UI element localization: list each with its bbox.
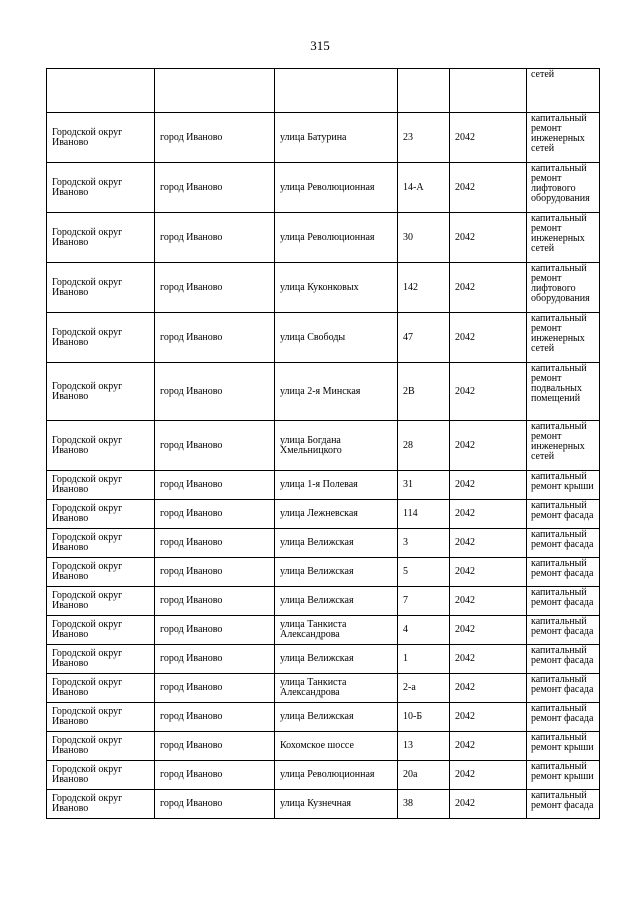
table-row <box>47 500 600 529</box>
cell-year: 2042 <box>450 263 527 313</box>
cell-house: 23 <box>398 113 450 163</box>
cell-house: 10-Б <box>398 703 450 732</box>
cell-house: 28 <box>398 421 450 471</box>
cell-district <box>47 69 155 113</box>
cell-settlement: город Иваново <box>155 529 275 558</box>
cell-district: Городской округ Иваново <box>47 732 155 761</box>
cell-settlement: город Иваново <box>155 645 275 674</box>
cell-year: 2042 <box>450 674 527 703</box>
cell-year: 2042 <box>450 500 527 529</box>
cell-street: улица Танкиста Александрова <box>275 616 398 645</box>
cell-house: 47 <box>398 313 450 363</box>
cell-district: Городской округ Иваново <box>47 313 155 363</box>
cell-year: 2042 <box>450 761 527 790</box>
cell-house: 13 <box>398 732 450 761</box>
cell-street: улица Танкиста Александрова <box>275 674 398 703</box>
cell-year: 2042 <box>450 645 527 674</box>
cell-house <box>398 69 450 113</box>
cell-work: капитальный ремонт фасада <box>527 558 600 587</box>
cell-street: улица Богдана Хмельницкого <box>275 421 398 471</box>
cell-street: улица Велижская <box>275 587 398 616</box>
table-row <box>47 732 600 761</box>
cell-street: улица 1-я Полевая <box>275 471 398 500</box>
cell-district: Городской округ Иваново <box>47 790 155 819</box>
cell-house: 7 <box>398 587 450 616</box>
cell-house: 20а <box>398 761 450 790</box>
table-row <box>47 558 600 587</box>
cell-work: капитальный ремонт лифтового оборудования <box>527 263 600 313</box>
table-row <box>47 421 600 471</box>
cell-settlement: город Иваново <box>155 163 275 213</box>
cell-house: 5 <box>398 558 450 587</box>
cell-work: капитальный ремонт фасада <box>527 587 600 616</box>
cell-work: капитальный ремонт инженерных сетей <box>527 213 600 263</box>
cell-year: 2042 <box>450 421 527 471</box>
cell-year: 2042 <box>450 163 527 213</box>
cell-year: 2042 <box>450 703 527 732</box>
cell-street: улица Кузнечная <box>275 790 398 819</box>
table-row-continuation <box>47 69 600 113</box>
table-row <box>47 213 600 263</box>
cell-work: сетей <box>527 69 600 113</box>
cell-work: капитальный ремонт инженерных сетей <box>527 113 600 163</box>
cell-year: 2042 <box>450 790 527 819</box>
cell-settlement: город Иваново <box>155 587 275 616</box>
cell-street: улица Революционная <box>275 213 398 263</box>
cell-year: 2042 <box>450 616 527 645</box>
cell-street: улица Батурина <box>275 113 398 163</box>
table-row <box>47 645 600 674</box>
cell-house: 31 <box>398 471 450 500</box>
cell-work: капитальный ремонт фасада <box>527 790 600 819</box>
cell-settlement: город Иваново <box>155 213 275 263</box>
cell-street: улица Лежневская <box>275 500 398 529</box>
cell-settlement: город Иваново <box>155 558 275 587</box>
cell-settlement: город Иваново <box>155 732 275 761</box>
cell-district: Городской округ Иваново <box>47 761 155 790</box>
cell-district: Городской округ Иваново <box>47 500 155 529</box>
cell-work: капитальный ремонт фасада <box>527 645 600 674</box>
cell-house: 114 <box>398 500 450 529</box>
cell-district: Городской округ Иваново <box>47 558 155 587</box>
cell-year: 2042 <box>450 587 527 616</box>
cell-street: Кохомское шоссе <box>275 732 398 761</box>
cell-street: улица Велижская <box>275 558 398 587</box>
cell-work: капитальный ремонт крыши <box>527 732 600 761</box>
cell-work: капитальный ремонт фасада <box>527 674 600 703</box>
cell-settlement: город Иваново <box>155 500 275 529</box>
cell-district: Городской округ Иваново <box>47 263 155 313</box>
cell-year: 2042 <box>450 471 527 500</box>
cell-work: капитальный ремонт подвальных помещений <box>527 363 600 421</box>
table-row <box>47 471 600 500</box>
table-body <box>47 69 600 819</box>
cell-street: улица Революционная <box>275 163 398 213</box>
capital-repair-table <box>46 68 600 819</box>
cell-house: 4 <box>398 616 450 645</box>
cell-district: Городской округ Иваново <box>47 213 155 263</box>
cell-street: улица 2-я Минская <box>275 363 398 421</box>
cell-district: Городской округ Иваново <box>47 529 155 558</box>
cell-settlement: город Иваново <box>155 113 275 163</box>
cell-work: капитальный ремонт фасада <box>527 616 600 645</box>
cell-year: 2042 <box>450 363 527 421</box>
cell-work: капитальный ремонт инженерных сетей <box>527 313 600 363</box>
cell-district: Городской округ Иваново <box>47 645 155 674</box>
cell-year: 2042 <box>450 213 527 263</box>
cell-district: Городской округ Иваново <box>47 421 155 471</box>
cell-work: капитальный ремонт крыши <box>527 471 600 500</box>
cell-street: улица Революционная <box>275 761 398 790</box>
cell-street <box>275 69 398 113</box>
cell-house: 30 <box>398 213 450 263</box>
cell-settlement: город Иваново <box>155 616 275 645</box>
cell-house: 14-А <box>398 163 450 213</box>
table-row <box>47 674 600 703</box>
table-row <box>47 313 600 363</box>
cell-street: улица Свободы <box>275 313 398 363</box>
cell-work: капитальный ремонт инженерных сетей <box>527 421 600 471</box>
cell-house: 2-а <box>398 674 450 703</box>
cell-street: улица Куконковых <box>275 263 398 313</box>
cell-settlement: город Иваново <box>155 313 275 363</box>
cell-work: капитальный ремонт крыши <box>527 761 600 790</box>
table-row <box>47 263 600 313</box>
cell-work: капитальный ремонт фасада <box>527 500 600 529</box>
cell-district: Городской округ Иваново <box>47 163 155 213</box>
cell-work: капитальный ремонт фасада <box>527 703 600 732</box>
cell-settlement: город Иваново <box>155 674 275 703</box>
table-row <box>47 703 600 732</box>
cell-house: 38 <box>398 790 450 819</box>
cell-house: 1 <box>398 645 450 674</box>
table-row <box>47 529 600 558</box>
cell-street: улица Велижская <box>275 529 398 558</box>
table-row <box>47 163 600 213</box>
cell-settlement: город Иваново <box>155 363 275 421</box>
cell-district: Городской округ Иваново <box>47 363 155 421</box>
cell-year: 2042 <box>450 313 527 363</box>
cell-work: капитальный ремонт фасада <box>527 529 600 558</box>
cell-year: 2042 <box>450 113 527 163</box>
cell-settlement <box>155 69 275 113</box>
cell-street: улица Велижская <box>275 645 398 674</box>
cell-settlement: город Иваново <box>155 790 275 819</box>
cell-settlement: город Иваново <box>155 421 275 471</box>
cell-work: капитальный ремонт лифтового оборудования <box>527 163 600 213</box>
table-row <box>47 363 600 421</box>
cell-year <box>450 69 527 113</box>
cell-settlement: город Иваново <box>155 703 275 732</box>
cell-district: Городской округ Иваново <box>47 616 155 645</box>
cell-district: Городской округ Иваново <box>47 113 155 163</box>
cell-year: 2042 <box>450 529 527 558</box>
cell-year: 2042 <box>450 732 527 761</box>
table-row <box>47 113 600 163</box>
cell-house: 3 <box>398 529 450 558</box>
cell-house: 142 <box>398 263 450 313</box>
cell-district: Городской округ Иваново <box>47 587 155 616</box>
cell-settlement: город Иваново <box>155 761 275 790</box>
table-row <box>47 616 600 645</box>
table-row <box>47 790 600 819</box>
cell-settlement: город Иваново <box>155 471 275 500</box>
cell-street: улица Велижская <box>275 703 398 732</box>
cell-settlement: город Иваново <box>155 263 275 313</box>
page-number: 315 <box>310 38 330 53</box>
cell-year: 2042 <box>450 558 527 587</box>
cell-district: Городской округ Иваново <box>47 471 155 500</box>
table-row <box>47 587 600 616</box>
cell-district: Городской округ Иваново <box>47 674 155 703</box>
cell-house: 2В <box>398 363 450 421</box>
cell-district: Городской округ Иваново <box>47 703 155 732</box>
table-row <box>47 761 600 790</box>
